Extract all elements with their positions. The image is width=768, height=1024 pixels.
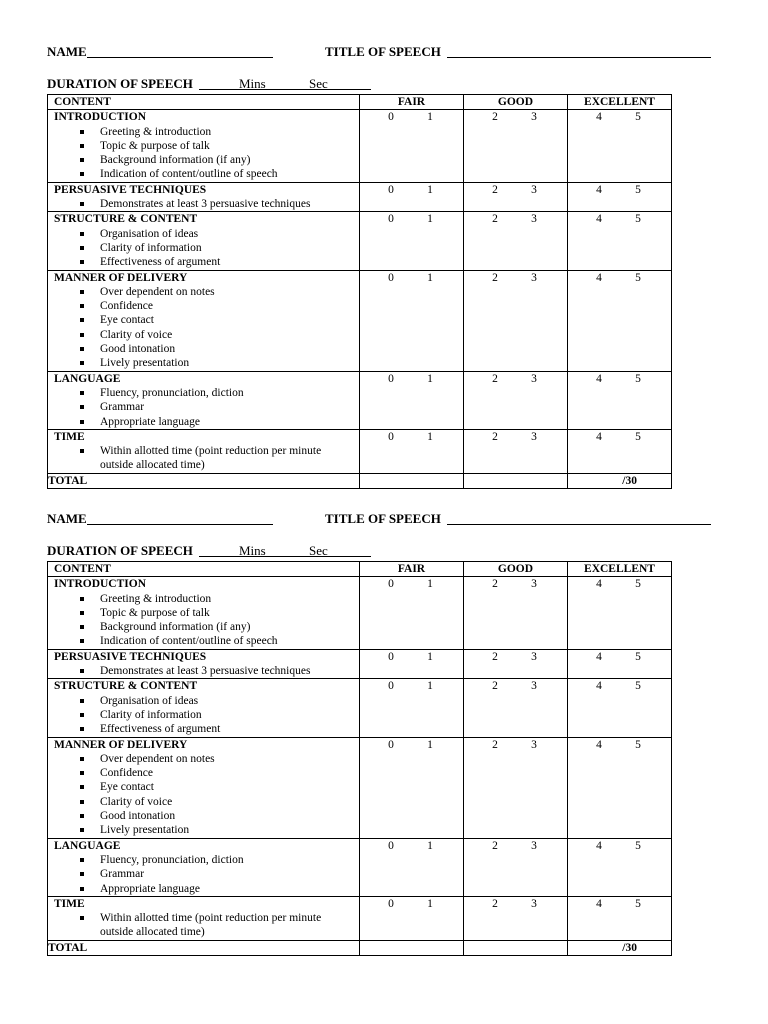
score-value[interactable]: 5 <box>635 738 641 751</box>
score-value[interactable]: 0 <box>388 680 394 693</box>
criterion-row <box>48 737 672 838</box>
score-value[interactable]: 2 <box>492 897 498 910</box>
total-label: TOTAL <box>48 473 360 488</box>
criterion-cell <box>48 838 360 896</box>
sub-item: Organisation of ideas <box>48 227 359 241</box>
title-of-speech-label: TITLE OF SPEECH <box>325 511 441 526</box>
criterion-row <box>48 649 672 679</box>
score-value[interactable]: 3 <box>531 680 537 693</box>
sub-item: Appropriate language <box>48 415 359 429</box>
criterion-title: PERSUASIVE TECHNIQUES <box>54 650 207 663</box>
score-value[interactable]: 5 <box>635 839 641 852</box>
score-value[interactable]: 1 <box>427 271 433 284</box>
rubric-form-2 <box>47 511 671 956</box>
criterion-row <box>48 270 672 371</box>
score-excellent[interactable] <box>568 577 672 649</box>
header-excellent: EXCELLENT <box>568 562 672 577</box>
score-good[interactable] <box>464 270 568 371</box>
score-value[interactable]: 0 <box>388 430 394 443</box>
duration-label: DURATION OF SPEECH <box>47 543 193 558</box>
score-value[interactable]: 3 <box>531 372 537 385</box>
score-value[interactable]: 1 <box>427 650 433 663</box>
score-value[interactable]: 3 <box>531 271 537 284</box>
score-fair[interactable] <box>360 649 464 679</box>
score-fair[interactable] <box>360 679 464 737</box>
score-value[interactable]: 2 <box>492 839 498 852</box>
score-value[interactable]: 4 <box>596 372 602 385</box>
score-value[interactable]: 5 <box>635 271 641 284</box>
score-value[interactable]: 5 <box>635 578 641 591</box>
sub-item: Good intonation <box>48 809 359 823</box>
duration-sec-field[interactable] <box>287 543 371 561</box>
score-good[interactable] <box>464 577 568 649</box>
score-value[interactable]: 3 <box>531 578 537 591</box>
score-value[interactable]: 0 <box>388 183 394 196</box>
sub-item: Topic & purpose of talk <box>48 139 359 153</box>
score-excellent[interactable] <box>568 737 672 838</box>
sub-item: Lively presentation <box>48 356 359 370</box>
sub-item: Clarity of voice <box>48 795 359 809</box>
score-value[interactable]: 0 <box>388 578 394 591</box>
score-value[interactable]: 2 <box>492 183 498 196</box>
score-value[interactable]: 0 <box>388 650 394 663</box>
score-excellent[interactable] <box>568 212 672 270</box>
sub-item: Fluency, pronunciation, diction <box>48 386 359 400</box>
score-value[interactable]: 1 <box>427 111 433 124</box>
sub-item: Confidence <box>48 299 359 313</box>
score-excellent[interactable] <box>568 371 672 429</box>
sub-item: Clarity of information <box>48 241 359 255</box>
score-value[interactable]: 5 <box>635 430 641 443</box>
score-value[interactable]: 2 <box>492 650 498 663</box>
score-value[interactable]: 0 <box>388 372 394 385</box>
sub-item: Indication of content/outline of speech <box>48 634 359 648</box>
score-value[interactable]: 4 <box>596 578 602 591</box>
title-of-speech-field[interactable] <box>447 44 711 62</box>
sub-item: Greeting & introduction <box>48 125 359 139</box>
score-value[interactable]: 3 <box>531 183 537 196</box>
sub-item: Eye contact <box>48 313 359 327</box>
score-good[interactable] <box>464 429 568 473</box>
sub-item: Appropriate language <box>48 882 359 896</box>
sub-item: Greeting & introduction <box>48 592 359 606</box>
criterion-title: PERSUASIVE TECHNIQUES <box>54 183 207 196</box>
total-fair[interactable] <box>360 940 464 955</box>
rubric-table <box>47 94 672 489</box>
rubric-form-1 <box>47 44 671 489</box>
score-value[interactable]: 2 <box>492 372 498 385</box>
total-good[interactable] <box>464 473 568 488</box>
score-fair[interactable] <box>360 270 464 371</box>
score-fair[interactable] <box>360 429 464 473</box>
criterion-title: TIME <box>54 897 85 910</box>
header-fair: FAIR <box>360 95 464 110</box>
criterion-row <box>48 371 672 429</box>
score-value[interactable]: 1 <box>427 578 433 591</box>
sub-item: Eye contact <box>48 780 359 794</box>
criterion-row <box>48 182 672 212</box>
duration-line <box>47 76 671 94</box>
score-value[interactable]: 3 <box>531 738 537 751</box>
header-good: GOOD <box>464 95 568 110</box>
score-value[interactable]: 2 <box>492 738 498 751</box>
sub-item: Over dependent on notes <box>48 285 359 299</box>
score-good[interactable] <box>464 737 568 838</box>
score-value[interactable]: 5 <box>635 111 641 124</box>
criterion-cell <box>48 679 360 737</box>
sub-item: Over dependent on notes <box>48 752 359 766</box>
total-row <box>48 940 672 955</box>
title-of-speech-label: TITLE OF SPEECH <box>325 44 441 59</box>
criterion-row <box>48 679 672 737</box>
total-row <box>48 473 672 488</box>
name-title-line <box>47 511 671 529</box>
score-value[interactable]: 1 <box>427 738 433 751</box>
criterion-cell <box>48 896 360 940</box>
score-value[interactable]: 5 <box>635 372 641 385</box>
score-value[interactable]: 1 <box>427 897 433 910</box>
score-value[interactable]: 5 <box>635 183 641 196</box>
sub-item: Within allotted time (point reduction per minute outside allocated time) <box>48 444 359 473</box>
header-good: GOOD <box>464 562 568 577</box>
sub-item: Within allotted time (point reduction per minute outside allocated time) <box>48 911 359 940</box>
score-value[interactable]: 2 <box>492 578 498 591</box>
score-value[interactable]: 3 <box>531 213 537 226</box>
score-value[interactable]: 0 <box>388 897 394 910</box>
score-value[interactable]: 1 <box>427 213 433 226</box>
criterion-cell <box>48 737 360 838</box>
criterion-row <box>48 577 672 649</box>
score-value[interactable]: 3 <box>531 650 537 663</box>
mins-label: Mins <box>239 76 266 91</box>
duration-label: DURATION OF SPEECH <box>47 76 193 91</box>
score-fair[interactable] <box>360 896 464 940</box>
score-value[interactable]: 4 <box>596 738 602 751</box>
criterion-row <box>48 110 672 182</box>
criterion-cell <box>48 649 360 679</box>
score-fair[interactable] <box>360 110 464 182</box>
score-value[interactable]: 3 <box>531 111 537 124</box>
sub-item: Fluency, pronunciation, diction <box>48 853 359 867</box>
sub-item: Grammar <box>48 400 359 414</box>
header-row <box>48 95 672 110</box>
sub-item: Lively presentation <box>48 823 359 837</box>
total-label: TOTAL <box>48 940 360 955</box>
sub-item: Background information (if any) <box>48 620 359 634</box>
score-good[interactable] <box>464 182 568 212</box>
sub-item: Demonstrates at least 3 persuasive techniques <box>48 197 359 211</box>
score-excellent[interactable] <box>568 429 672 473</box>
score-good[interactable] <box>464 649 568 679</box>
sub-item: Indication of content/outline of speech <box>48 167 359 181</box>
score-excellent[interactable] <box>568 182 672 212</box>
criterion-cell <box>48 371 360 429</box>
score-value[interactable]: 4 <box>596 111 602 124</box>
score-value[interactable]: 1 <box>427 839 433 852</box>
score-value[interactable]: 4 <box>596 897 602 910</box>
duration-line <box>47 543 671 561</box>
score-fair[interactable] <box>360 371 464 429</box>
criterion-title: INTRODUCTION <box>54 578 147 591</box>
score-value[interactable]: 0 <box>388 111 394 124</box>
total-out-of[interactable]: /30 <box>568 473 672 488</box>
name-title-line <box>47 44 671 62</box>
rubric-table <box>47 561 672 956</box>
score-good[interactable] <box>464 371 568 429</box>
score-value[interactable]: 5 <box>635 897 641 910</box>
score-value[interactable]: 4 <box>596 650 602 663</box>
score-value[interactable]: 1 <box>427 430 433 443</box>
score-value[interactable]: 1 <box>427 372 433 385</box>
duration-sec-field[interactable] <box>287 76 371 94</box>
header-content: CONTENT <box>48 562 360 577</box>
score-value[interactable]: 4 <box>596 680 602 693</box>
criterion-title: TIME <box>54 430 85 443</box>
score-value[interactable]: 3 <box>531 430 537 443</box>
criterion-cell <box>48 110 360 182</box>
name-field[interactable] <box>87 511 273 529</box>
score-value[interactable]: 5 <box>635 650 641 663</box>
score-value[interactable]: 1 <box>427 183 433 196</box>
sub-item: Topic & purpose of talk <box>48 606 359 620</box>
criterion-title: MANNER OF DELIVERY <box>54 738 188 751</box>
score-fair[interactable] <box>360 182 464 212</box>
sub-item: Effectiveness of argument <box>48 722 359 736</box>
score-fair[interactable] <box>360 838 464 896</box>
score-value[interactable]: 4 <box>596 430 602 443</box>
score-value[interactable]: 0 <box>388 738 394 751</box>
criterion-title: LANGUAGE <box>54 839 121 852</box>
criterion-cell <box>48 182 360 212</box>
total-out-of[interactable]: /30 <box>568 940 672 955</box>
header-fair: FAIR <box>360 562 464 577</box>
score-good[interactable] <box>464 110 568 182</box>
criterion-cell <box>48 270 360 371</box>
total-good[interactable] <box>464 940 568 955</box>
score-good[interactable] <box>464 896 568 940</box>
score-excellent[interactable] <box>568 270 672 371</box>
score-value[interactable]: 2 <box>492 213 498 226</box>
score-fair[interactable] <box>360 212 464 270</box>
score-value[interactable]: 2 <box>492 111 498 124</box>
criterion-row <box>48 212 672 270</box>
score-excellent[interactable] <box>568 679 672 737</box>
criterion-cell <box>48 577 360 649</box>
score-value[interactable]: 4 <box>596 213 602 226</box>
score-value[interactable]: 0 <box>388 271 394 284</box>
criterion-title: INTRODUCTION <box>54 111 147 124</box>
criterion-title: STRUCTURE & CONTENT <box>54 680 198 693</box>
score-value[interactable]: 0 <box>388 213 394 226</box>
sub-item: Confidence <box>48 766 359 780</box>
name-field[interactable] <box>87 44 273 62</box>
header-content: CONTENT <box>48 95 360 110</box>
sec-label: Sec <box>309 76 328 91</box>
score-excellent[interactable] <box>568 649 672 679</box>
criterion-title: LANGUAGE <box>54 372 121 385</box>
score-excellent[interactable] <box>568 896 672 940</box>
score-value[interactable]: 4 <box>596 271 602 284</box>
criterion-cell <box>48 429 360 473</box>
criterion-row <box>48 896 672 940</box>
header-excellent: EXCELLENT <box>568 95 672 110</box>
score-value[interactable]: 0 <box>388 839 394 852</box>
criterion-cell <box>48 212 360 270</box>
score-value[interactable]: 2 <box>492 430 498 443</box>
score-value[interactable]: 4 <box>596 183 602 196</box>
header-row <box>48 562 672 577</box>
score-value[interactable]: 1 <box>427 680 433 693</box>
sub-item: Clarity of voice <box>48 328 359 342</box>
criterion-row <box>48 429 672 473</box>
score-good[interactable] <box>464 838 568 896</box>
criterion-title: MANNER OF DELIVERY <box>54 271 188 284</box>
score-value[interactable]: 3 <box>531 897 537 910</box>
score-fair[interactable] <box>360 577 464 649</box>
criterion-title: STRUCTURE & CONTENT <box>54 213 198 226</box>
sub-item: Good intonation <box>48 342 359 356</box>
sub-item: Effectiveness of argument <box>48 255 359 269</box>
sub-item: Grammar <box>48 867 359 881</box>
total-fair[interactable] <box>360 473 464 488</box>
mins-label: Mins <box>239 543 266 558</box>
score-fair[interactable] <box>360 737 464 838</box>
criterion-row <box>48 838 672 896</box>
score-value[interactable]: 3 <box>531 839 537 852</box>
score-value[interactable]: 5 <box>635 680 641 693</box>
name-label: NAME <box>47 511 87 526</box>
score-value[interactable]: 5 <box>635 213 641 226</box>
title-of-speech-field[interactable] <box>447 511 711 529</box>
sub-item: Background information (if any) <box>48 153 359 167</box>
sec-label: Sec <box>309 543 328 558</box>
name-label: NAME <box>47 44 87 59</box>
sub-item: Clarity of information <box>48 708 359 722</box>
score-excellent[interactable] <box>568 838 672 896</box>
score-good[interactable] <box>464 212 568 270</box>
score-value[interactable]: 2 <box>492 271 498 284</box>
score-value[interactable]: 2 <box>492 680 498 693</box>
score-excellent[interactable] <box>568 110 672 182</box>
score-value[interactable]: 4 <box>596 839 602 852</box>
sub-item: Demonstrates at least 3 persuasive techniques <box>48 664 359 678</box>
score-good[interactable] <box>464 679 568 737</box>
sub-item: Organisation of ideas <box>48 694 359 708</box>
